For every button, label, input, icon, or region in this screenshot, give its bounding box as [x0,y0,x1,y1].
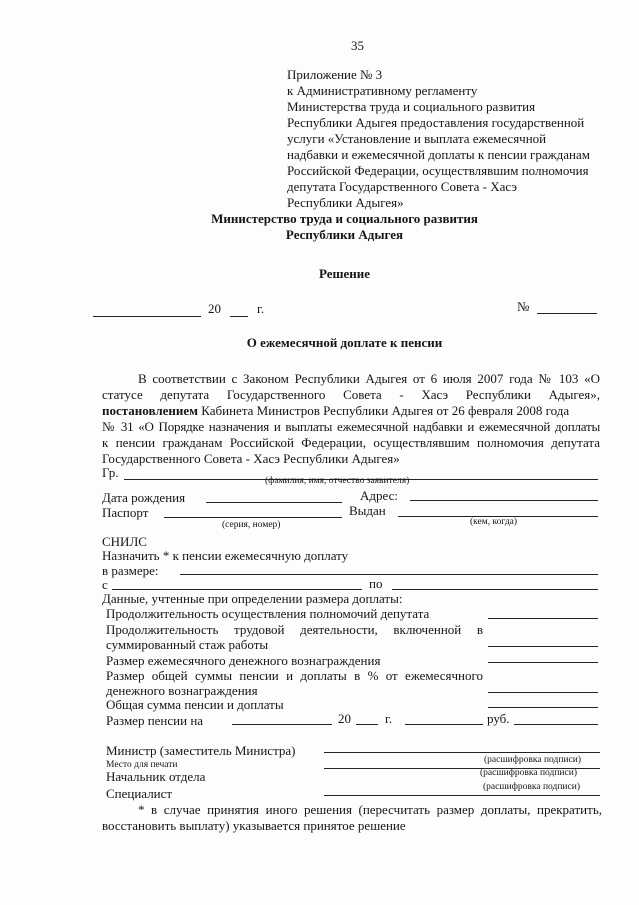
amount-field[interactable] [180,574,598,575]
pension-amount-field[interactable] [405,724,483,725]
citizen-label: Гр. [102,465,119,480]
to-label: по [369,576,383,591]
minister-signature-hint: (расшифровка подписи) [484,755,581,765]
to-date-field[interactable] [392,589,598,590]
preamble-line: № 31 «О Порядке назначения и выплаты ежемесячной надбавки и ежемесячной доплаты [102,419,600,434]
percent-field[interactable] [488,692,598,693]
pension-currency: руб. [487,711,510,726]
footnote-line: * в случае принятия иного решения (пересчитать размер доплаты, прекратить, [138,802,602,817]
date-suffix: г. [257,301,265,316]
deputy-term-field[interactable] [488,618,598,619]
ministry-title-line1: Министерство труда и социального развития [211,211,478,226]
ministry-title-line2: Республики Адыгея [285,227,404,242]
page-number: 35 [351,38,364,53]
date-day-month-field[interactable] [93,316,201,317]
appendix-line: Республики Адыгея предоставления государственной [287,115,585,130]
passport-hint: (серия, номер) [222,520,281,530]
appendix-line: услуги «Установление и выплата ежемесячной [287,131,547,146]
pension-year-suffix: г. [385,711,393,726]
citizen-hint: (фамилия, имя, отчество заявителя) [265,476,410,486]
appendix-line: Российской Федерации, осуществлявшим полномочия [287,163,589,178]
decision-number-field[interactable] [537,313,597,314]
subject-title: О ежемесячной доплате к пенсии [246,335,443,350]
minister-label: Министр (заместитель Министра) [106,743,296,758]
seal-label: Место для печати [106,760,178,770]
from-label: с [102,577,108,592]
date-year-field[interactable] [230,316,248,317]
preamble-line: В соответствии с Законом Республики Адыгея от 6 июля 2007 года № 103 «О [138,371,600,386]
footnote-line: восстановить выплату) указывается принятое решение [102,818,406,833]
total-sum-field[interactable] [488,707,598,708]
specialist-label: Специалист [106,786,173,801]
appendix-line: депутата Государственного Совета - Хасэ [287,179,517,194]
appendix-line: Республики Адыгея» [287,195,404,210]
preamble-line: статусе депутата Государственного Совета - Хасэ Республики Адыгея», [102,387,600,402]
issued-hint: (кем, когда) [470,517,518,527]
appendix-line: к Административному регламенту [287,83,478,98]
pension-date-field[interactable] [232,724,332,725]
appendix-line: надбавки и ежемесячной доплаты к пенсии гражданам [287,147,590,162]
appendix-line: Министерства труда и социального развития [287,99,536,114]
assign-line1: Назначить * к пенсии ежемесячную доплату [102,548,349,563]
address-field[interactable] [410,500,598,501]
deputy-term-label: Продолжительность осуществления полномочий депутата [106,606,430,621]
decision-title: Решение [318,266,371,281]
issued-label: Выдан [349,503,386,518]
number-sign: № [517,299,530,314]
data-section-heading: Данные, учтенные при определении размера доплаты: [102,591,403,606]
date-year-prefix: 20 [208,301,221,316]
preamble-line: к пенсии гражданам Российской Федерации, осуществлявшим полномочия депутата [102,435,600,450]
preamble-line [102,403,569,419]
monthly-reward-field[interactable] [488,662,598,663]
preamble-line3-rest: Кабинета Министров Республики Адыгея от 26 февраля 2008 года [198,403,570,418]
birth-date-field[interactable] [206,502,342,503]
percent-label-cont: денежного вознаграждения [106,683,258,698]
work-duration-field[interactable] [488,646,598,647]
address-label: Адрес: [360,488,398,503]
from-date-field[interactable] [112,589,362,590]
resolution-word: постановлением [102,403,198,418]
preamble-line: Государственного Совета - Хасэ Республики Адыгея» [102,451,400,466]
passport-label: Паспорт [102,505,149,520]
pension-size-label: Размер пенсии на [106,713,204,728]
total-sum-label: Общая сумма пенсии и доплаты [106,697,284,712]
pension-amount-rest[interactable] [514,724,598,725]
snils-label: СНИЛС [102,534,147,549]
monthly-reward-label: Размер ежемесячного денежного вознаграждения [106,653,381,668]
specialist-signature-field[interactable] [324,795,600,796]
percent-label: Размер общей суммы пенсии и доплаты в % от ежемесячного [106,668,483,683]
birth-date-label: Дата рождения [102,490,186,505]
minister-signature-field[interactable] [324,752,600,753]
head-label: Начальник отдела [106,769,206,784]
pension-year-prefix: 20 [338,711,351,726]
work-duration-label: Продолжительность трудовой деятельности, включенной в [106,622,483,637]
work-duration-label-cont: суммированный стаж работы [106,637,269,652]
assign-line2: в размере: [102,563,159,578]
head-signature-hint: (расшифровка подписи) [480,768,577,778]
pension-year-field[interactable] [356,724,378,725]
specialist-signature-hint: (расшифровка подписи) [483,782,580,792]
appendix-line: Приложение № 3 [287,67,383,82]
passport-field[interactable] [164,517,342,518]
